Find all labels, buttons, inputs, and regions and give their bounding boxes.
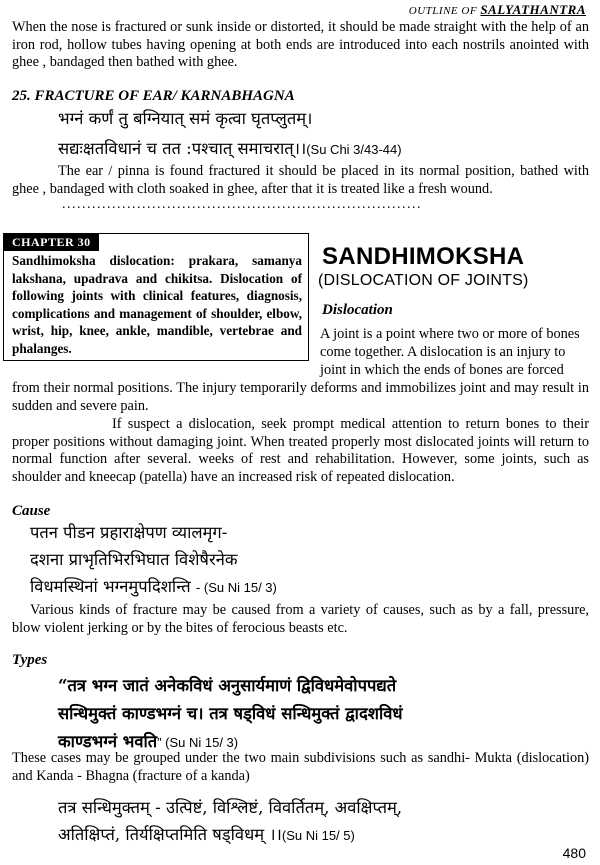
section-title: SANDHIMOKSHA: [322, 243, 525, 270]
ear-section-heading: 25. FRACTURE OF EAR/ KARNABHAGNA: [12, 88, 295, 104]
types-verse-5: अतिक्षिप्तं, तिर्यक्षिप्तमिति षड्विधम् ।।(Su Ni 15/ 5): [58, 825, 355, 844]
cause-heading: Cause: [12, 503, 51, 519]
types-verse-2: सन्धिमुक्तं काण्डभग्नं च। तत्र षड्विधं सन्धिमुक्तं द्वादशविधं: [58, 704, 403, 723]
chapter-label: CHAPTER 30: [4, 234, 99, 251]
ear-paragraph: The ear / pinna is found fractured it should be placed in its normal position, bathed with ghee , bandaged with cloth soaked in ghee, after that it is treated like a fresh wound.: [12, 163, 589, 197]
dislocation-heading: Dislocation: [322, 302, 393, 318]
types-heading: Types: [12, 652, 48, 668]
dislocation-paragraph-2: If suspect a dislocation, seek prompt medical attention to return bones to their proper positions without damaging joint. When treated properly most dislocated joints will return to normal function after several. weeks of rest and rehabilitation. However, some joints, such as shoulder and kneecap (patella) have an increased risk of repeated dislocation.: [12, 416, 589, 485]
ear-verse-ref: (Su Chi 3/43-44): [306, 142, 402, 157]
dislocation-line-1: A joint is a point where two or more of bones: [320, 326, 580, 342]
cause-verse-2: दशना प्राभृतिभिरभिघात विशेषैरनेक: [30, 550, 238, 569]
page-number: 480: [562, 845, 586, 861]
ear-verse-1: भग्नं कर्णं तु बग्नियात् समं कृत्वा घृतप्लुतम्।: [58, 109, 313, 128]
ear-verse-2: सद्यःक्षतविधानं च तत :पश्चात् समाचरात्।।(Su Chi 3/43-44): [58, 139, 402, 158]
dislocation-line-3: joint in which the ends of bones are forced: [320, 362, 564, 378]
cause-verse-ref: - (Su Ni 15/ 3): [195, 580, 277, 595]
types-verse-4: तत्र सन्धिमुक्तम् - उत्पिष्टं, विश्लिष्टं, विवर्तितम्, अवक्षिप्तम्,: [58, 798, 403, 817]
types-paragraph: These cases may be grouped under the two main subdivisions such as sandhi- Mukta (dislocation) and Kanda - Bhagna (fracture of a kanda): [12, 750, 589, 784]
header-prefix: OUTLINE OF: [408, 5, 478, 17]
dislocation-line-2: come together. A dislocation is an injury to: [320, 344, 566, 360]
header-title: SALYATHANTRA: [480, 2, 586, 17]
intro-paragraph: When the nose is fractured or sunk inside or distorted, it should be made straight with the help of an iron rod, hollow tubes having opening at both ends are introduced into each nostrils anointed with ghee , bandaged then bathed with ghee.: [12, 19, 589, 70]
cause-verse-3: विधमस्थिनां भग्नमुपदिशन्ति - (Su Ni 15/ 3): [30, 577, 277, 596]
dislocation-paragraph-1: from their normal positions. The injury temporarily deforms and immobilizes joint and may result in sudden and severe pain.: [12, 380, 589, 414]
section-divider-dots: ........................................................................: [62, 197, 422, 212]
chapter-syllabus-box: [3, 233, 309, 361]
types-verse-1: “तत्र भग्न जातं अनेकविधं अनुसार्यमाणं द्विविधमेवोपपद्यते: [58, 676, 397, 695]
section-subtitle: (DISLOCATION OF JOINTS): [318, 272, 529, 289]
running-header: [409, 2, 586, 18]
types-verse-3: काण्डभग्नं भवति” (Su Ni 15/ 3): [58, 732, 239, 751]
cause-paragraph: Various kinds of fracture may be caused from a variety of causes, such as by a fall, pressure, blow violent jerking or by the bites of ferocious beasts etc.: [12, 602, 589, 636]
types-verse-3-ref: ” (Su Ni 15/ 3): [157, 735, 239, 750]
chapter-syllabus-text: Sandhimoksha dislocation: prakara, samanya lakshana, upadrava and chikitsa. Dislocation of following joints with clinical features, diagnosis, complications and management of shoulder, elbow, wrist, hip, knee, ankle, mandible, vertebrae and phalanges.: [12, 253, 302, 356]
cause-verse-1: पतन पीडन प्रहाराक्षेपण व्यालमृग-: [30, 523, 228, 542]
types-verse-5-ref: (Su Ni 15/ 5): [281, 828, 355, 843]
